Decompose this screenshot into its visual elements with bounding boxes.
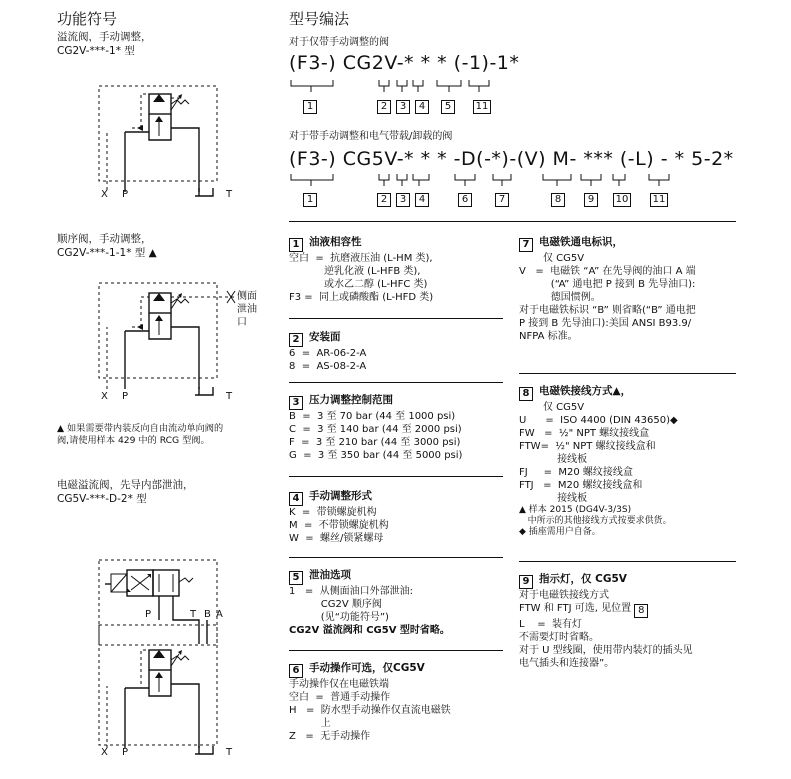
section-6-line: 手动操作仅在电磁铁端 — [289, 679, 389, 690]
section-7-line: NFPA 标准。 — [519, 331, 578, 342]
section-8-note: 中所示的其他接线方式按要求供货。 — [519, 516, 672, 526]
section-divider — [519, 373, 736, 374]
sym2-port-t: T — [226, 391, 233, 402]
section-7 — [519, 234, 696, 343]
section-4-line: W = 螺丝/锁紧螺母 — [289, 533, 384, 544]
section-8-line: 接线板 — [519, 493, 588, 504]
model-code-heading: 型号编法 — [289, 10, 350, 28]
section-9-line: 对于 U 型线圈，使用带内装灯的插头见 — [519, 645, 693, 656]
section-2-line: 6 = AR-06-2-A — [289, 348, 367, 359]
sym1-port-x: X — [101, 189, 108, 200]
model1-box-1: 1 — [303, 100, 317, 114]
model1-brackets — [289, 78, 509, 94]
section-6-line: 上 — [289, 718, 331, 729]
sequence-valve-symbol — [85, 275, 245, 405]
section-9-line: 不需要灯时省略。 — [519, 632, 599, 643]
section-divider — [289, 476, 503, 477]
section-5-line: CG2V 溢流阀和 CG5V 型时省略。 — [289, 625, 450, 636]
section-6-title: 手动操作可选，仅CG5V — [309, 662, 425, 674]
model2-box-3: 3 — [396, 193, 410, 207]
section-8-line: FTW= ½" NPT 螺纹接线盒和 — [519, 441, 656, 452]
sym3-port-t: T — [226, 747, 233, 758]
model1-box-5: 5 — [441, 100, 455, 114]
sym3-port-p: P — [145, 609, 152, 620]
function-symbols-heading: 功能符号 — [57, 10, 118, 28]
section-1-title: 油液相容性 — [309, 236, 362, 248]
section-5-line: 1 = 从侧面油口外部泄油: — [289, 586, 414, 597]
section-9 — [519, 571, 693, 670]
sym2-title-2: CG2V-***-1-1* 型 ▲ — [57, 247, 157, 259]
section-2-title: 安装面 — [309, 331, 341, 343]
section-6-num: 6 — [289, 664, 303, 678]
section-1-line: F3 = 同上或磷酸酯 (L-HFD 类) — [289, 292, 434, 303]
section-3-line: B = 3 至 70 bar (44 至 1000 psi) — [289, 411, 456, 422]
section-8-title: 电磁铁接线方式▲， — [539, 385, 632, 397]
model1-box-2: 2 — [377, 100, 391, 114]
section-1-line: 或水乙二醇 (L-HFC 类) — [289, 279, 428, 290]
section-5-line: CG2V 顺序阀 — [289, 599, 382, 610]
section-8-note: ▲ 样本 2015 (DG4V-3/3S) — [519, 505, 632, 515]
section-7-line: (“A” 通电把 P 接到 B 先导油口): — [519, 279, 696, 290]
section-divider — [289, 382, 503, 383]
section-7-sub: 仅 CG5V — [543, 253, 585, 264]
section-7-title: 电磁铁通电标识， — [539, 236, 623, 248]
sym3-title-2: CG5V-***-D-2* 型 — [57, 493, 147, 505]
sym1-port-t: T — [226, 189, 233, 200]
model1-box-4: 4 — [415, 100, 429, 114]
section-1-line: 空白 = 抗磨液压油 (L-HM 类), — [289, 253, 433, 264]
model2-box-8: 8 — [551, 193, 565, 207]
section-divider — [289, 650, 503, 651]
section-3-line: G = 3 至 350 bar (44 至 5000 psi) — [289, 450, 463, 461]
section-9-line-text: FTW 和 FTJ 可选, 见位置 — [519, 603, 632, 614]
sym2-note-1: ▲ 如果需要带内装反向自由流动单向阀的 — [57, 423, 224, 434]
model2-caption: 对于带手动调整和电气带载/卸载的阀 — [289, 131, 453, 142]
model2-box-7: 7 — [495, 193, 509, 207]
sym3-port-t-top: T — [190, 609, 197, 620]
section-4-num: 4 — [289, 492, 303, 506]
top-divider — [289, 221, 736, 222]
sym2-port-x: X — [101, 391, 108, 402]
model1-caption: 对于仅带手动调整的阀 — [289, 37, 389, 48]
section-4-title: 手动调整形式 — [309, 490, 372, 502]
section-7-line: P 接到 B 先导油口):美国 ANSI B93.9/ — [519, 318, 692, 329]
sym2-side-drain-label: 侧面泄油口 — [237, 291, 257, 328]
section-9-num: 9 — [519, 575, 533, 589]
section-8-line: FW = ½" NPT 螺纹接线盒 — [519, 428, 650, 439]
section-9-line — [519, 602, 693, 618]
sym2-port-p: P — [122, 391, 129, 402]
section-8-line: FTJ = M20 螺纹接线盒和 — [519, 480, 643, 491]
sym1-port-p: P — [122, 189, 129, 200]
sym3-port-b: B — [204, 609, 211, 620]
section-9-line: L = 装有灯 — [519, 619, 583, 630]
section-4-line: K = 带锁螺旋机构 — [289, 507, 377, 518]
section-3-title: 压力调整控制范围 — [309, 394, 393, 406]
sym3-port-p2: P — [122, 747, 129, 758]
section-1-line: 逆乳化液 (L-HFB 类), — [289, 266, 421, 277]
section-2-num: 2 — [289, 333, 303, 347]
solenoid-relief-valve-symbol — [85, 530, 245, 755]
section-8-line: 接线板 — [519, 454, 588, 465]
section-7-line: 德国惯例。 — [519, 292, 601, 303]
section-6-line: H = 防水型手动操作仅直流电磁铁 — [289, 705, 451, 716]
model1-box-3: 3 — [396, 100, 410, 114]
section-8-sub: 仅 CG5V — [543, 402, 585, 413]
model2-box-11: 11 — [650, 193, 668, 207]
model2-box-6: 6 — [458, 193, 472, 207]
model2-box-10: 10 — [613, 193, 631, 207]
sym3-port-x: X — [101, 747, 108, 758]
section-8-num: 8 — [519, 387, 533, 401]
model2-box-1: 1 — [303, 193, 317, 207]
section-4 — [289, 488, 389, 545]
section-7-line: V = 电磁铁 “A” 在先导阀的油口 A 端 — [519, 266, 696, 277]
section-8 — [519, 383, 678, 538]
section-1 — [289, 234, 433, 304]
sym3-title-1: 电磁溢流阀，先导内部泄油， — [57, 479, 194, 491]
section-6-line: Z = 无手动操作 — [289, 731, 371, 742]
section-9-title: 指示灯，仅 CG5V — [539, 573, 627, 585]
section-9-ref-box: 8 — [634, 604, 648, 618]
section-6 — [289, 660, 451, 743]
section-divider — [289, 318, 503, 319]
model1-box-11: 11 — [473, 100, 491, 114]
section-7-num: 7 — [519, 238, 533, 252]
section-3 — [289, 392, 462, 462]
model2-box-9: 9 — [584, 193, 598, 207]
section-8-line: FJ = M20 螺纹接线盒 — [519, 467, 633, 478]
model2-box-4: 4 — [415, 193, 429, 207]
section-9-line: 电气插头和连接器”。 — [519, 658, 615, 669]
section-1-num: 1 — [289, 238, 303, 252]
section-divider — [519, 561, 736, 562]
relief-valve-symbol — [85, 70, 245, 200]
model2-brackets — [289, 172, 679, 188]
section-8-note: ◆ 插座需用户自备。 — [519, 527, 601, 537]
section-2 — [289, 329, 366, 373]
sym2-note-2: 阀,请使用样本 429 中的 RCG 型阀。 — [57, 435, 210, 446]
section-3-num: 3 — [289, 396, 303, 410]
model1-code: (F3-) CG2V-* * * (-1)-1* — [289, 52, 520, 74]
sym3-port-a: A — [216, 609, 223, 620]
section-5-num: 5 — [289, 571, 303, 585]
sym1-title-1: 溢流阀，手动调整， — [57, 31, 152, 43]
section-6-line: 空白 = 普通手动操作 — [289, 692, 391, 703]
section-5 — [289, 567, 450, 637]
section-5-line: (见“功能符号”) — [289, 612, 389, 623]
sym1-title-2: CG2V-***-1* 型 — [57, 45, 135, 57]
section-4-line: M = 不带锁螺旋机构 — [289, 520, 389, 531]
model2-box-2: 2 — [377, 193, 391, 207]
section-8-line: U = ISO 4400 (DIN 43650)◆ — [519, 415, 678, 426]
section-divider — [289, 557, 503, 558]
section-9-line: 对于电磁铁接线方式 — [519, 590, 609, 601]
sym2-title-1: 顺序阀，手动调整， — [57, 233, 152, 245]
section-5-title: 泄油选项 — [309, 569, 351, 581]
section-2-line: 8 = AS-08-2-A — [289, 361, 367, 372]
section-3-line: F = 3 至 210 bar (44 至 3000 psi) — [289, 437, 461, 448]
section-7-line: 对于电磁铁标识 “B” 则省略(“B” 通电把 — [519, 305, 696, 316]
section-3-line: C = 3 至 140 bar (44 至 2000 psi) — [289, 424, 462, 435]
model2-code: (F3-) CG5V-* * * -D(-*)-(V) M- *** (-L) - * 5-2* — [289, 148, 734, 170]
